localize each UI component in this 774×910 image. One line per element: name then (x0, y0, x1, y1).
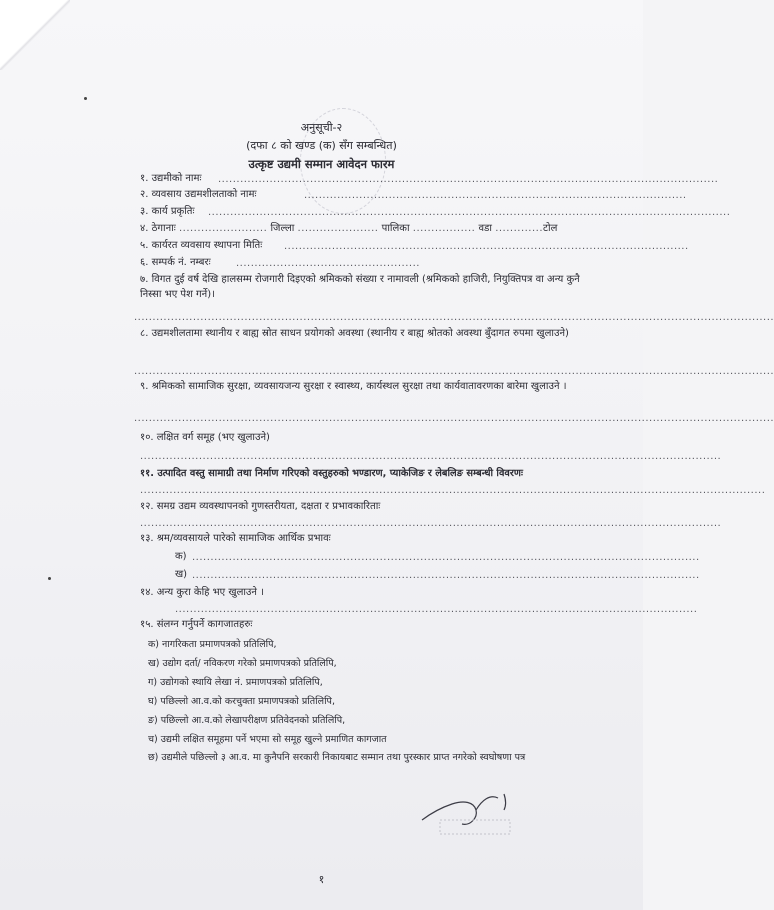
field-number: ६. (140, 257, 149, 268)
field-9 (140, 379, 586, 394)
item-marker: क) (175, 551, 187, 562)
field-number: १३. (140, 533, 154, 544)
fill-line[interactable]: ................. (412, 223, 476, 234)
signature-stamp (420, 780, 530, 840)
field-number: १५. (140, 619, 154, 630)
field-label: उद्यमीको नामः (151, 173, 202, 184)
attachment-item: ग) उद्योगको स्थायि लेखा नं. प्रमाणपत्रको प्रतिलिपि, (148, 677, 323, 688)
form-title: उत्कृष्ट उद्यमी सम्मान आवेदन फारम (248, 157, 395, 171)
field-1 (140, 172, 202, 185)
attachment-item: ङ) पछिल्लो आ.व.को लेखापरीक्षण प्रतिवेदनको प्रतिलिपि, (148, 715, 346, 726)
field-8 (140, 326, 586, 341)
field-label: उत्पादित वस्तु सामाग्री तथा निर्माण गरिएको वस्तुहरुको भण्डारण, प्याकेजिङ र लेबलिङ सम्बन्धी विवरणः (157, 468, 523, 479)
field-number: २. (140, 189, 149, 200)
field-number: ११. (140, 468, 154, 479)
fill-line[interactable]: .............................................................................................................................................. (175, 604, 698, 615)
field-2 (140, 188, 257, 201)
field-number: ९. (140, 381, 149, 392)
ward-label: वडा (478, 223, 492, 234)
fill-line[interactable]: ........................ (178, 223, 268, 234)
field-number: १२. (140, 501, 154, 512)
field-6 (140, 256, 211, 269)
field-number: ५. (140, 240, 149, 251)
field-label: सम्पर्क नं. नम्बरः (151, 257, 211, 268)
fill-line[interactable]: .......................................................................................................................................... (192, 570, 700, 581)
municipality-label: पालिका (381, 223, 410, 234)
field-number: १. (140, 173, 149, 184)
field-label: कार्यरत व्यवसाय स्थापना मितिः (151, 240, 263, 251)
fill-line[interactable]: ........................................................................................................ (304, 190, 687, 201)
scan-speck (84, 97, 87, 100)
fill-line[interactable]: .......................................................................................................................................... (192, 552, 700, 563)
fill-line[interactable]: ............. (495, 223, 544, 234)
fill-line[interactable]: .............................................................................................................................................................................. (134, 312, 774, 323)
field-label: समग्र उद्यम व्यवस्थापनको गुणस्तरीयता, दक्षता र प्रभावकारिताः (156, 501, 381, 512)
field-label: व्यवसाय उद्यमशीलताको नामः (151, 189, 257, 200)
field-label: उद्यमशीलतामा स्थानीय र बाह्य स्रोत साधन प्रयोगको अवस्था (स्थानीय र बाह्य श्रोतको अवस्था बुँदागत रुपमा खुलाउने) (151, 328, 569, 339)
impact-item-b (175, 568, 187, 581)
attachment-item: च) उद्यमी लक्षित समूहमा पर्ने भएमा सो समूह खुल्ने प्रमाणित कागजात (148, 734, 387, 745)
field-11 (140, 467, 523, 480)
field-number: ७. (140, 274, 149, 285)
field-3 (140, 205, 195, 218)
field-number: ३. (140, 206, 149, 217)
tole-label: टोल (543, 223, 558, 234)
field-label: श्रम/व्यवसायले पारेको सामाजिक आर्थिक प्रभावः (156, 533, 331, 544)
scan-speck (48, 577, 51, 580)
field-number: १४. (140, 587, 154, 598)
item-marker: ख) (175, 569, 188, 580)
page-number: १ (318, 873, 325, 886)
field-number: ४. (140, 223, 149, 234)
impact-item-a (175, 550, 187, 563)
field-4 (140, 222, 557, 235)
field-label: ठेगानाः (151, 223, 176, 234)
field-5 (140, 239, 262, 252)
attachment-item: ख) उद्योग दर्ता/ नविकरण गरेको प्रमाणपत्रको प्रतिलिपि, (148, 658, 337, 669)
field-7 (140, 272, 580, 302)
fill-line[interactable]: .............................................................................................................. (284, 241, 689, 252)
attachment-item: छ) उद्यमीले पछिल्लो ३ आ.व. मा कुनैपनि सरकारी निकायबाट सम्मान तथा पुरस्कार प्राप्त नगरेको स्वघोषणा पत्र (148, 752, 526, 763)
fill-line[interactable]: .................................................. (236, 258, 420, 269)
attachment-item: घ) पछिल्लो आ.व.को करचुक्ता प्रमाणपत्रको प्रतिलिपि, (148, 696, 335, 707)
fill-line[interactable]: .............................................................................................................................................................................. (134, 366, 774, 377)
fill-line[interactable]: ........................................................................................................................................ (218, 174, 719, 185)
field-15 (140, 618, 252, 631)
fill-line[interactable]: .............................................................................................................................................................................. (134, 413, 774, 424)
field-number: १०. (140, 432, 154, 443)
field-number: ८. (140, 328, 149, 339)
fill-line[interactable]: .............................................................................................................................................. (208, 207, 731, 218)
fill-line[interactable]: .......................................................................................................................................................................... (140, 485, 766, 496)
field-label: विगत दुई वर्ष देखि हालसम्म रोजगारी दिइएको श्रमिकको संख्या र नामावली (श्रमिकको हाजिरी, नियुक्तिपत्र वा अन्य कुनै निस्सा भए पेश गर्ने)। (140, 274, 580, 300)
schedule-title: अनुसूची-२ (300, 121, 343, 134)
field-label: लक्षित वर्ग समूह (भए खुलाउने) (156, 432, 270, 443)
field-label: कार्य प्रकृतिः (151, 206, 195, 217)
field-13 (140, 532, 331, 545)
district-label: जिल्ला (270, 223, 295, 234)
field-12 (140, 500, 380, 513)
page-corner-fold (0, 0, 70, 70)
field-label: अन्य कुरा केहि भए खुलाउने । (156, 587, 264, 598)
fill-line[interactable]: .............................................................................................................................................................. (140, 518, 722, 529)
field-14 (140, 586, 264, 599)
field-10 (140, 431, 270, 444)
field-label: श्रमिकको सामाजिक सुरक्षा, व्यवसायजन्य सुरक्षा र स्वास्थ्य, कार्यस्थल सुरक्षा तथा कार्यवातावरणका बारेमा खुलाउने । (151, 381, 567, 392)
fill-line[interactable]: ...................... (297, 223, 379, 234)
section-reference: (दफा ८ को खण्ड (क) सँग सम्बन्धित) (246, 139, 397, 152)
attachment-item: क) नागरिकता प्रमाणपत्रको प्रतिलिपि, (148, 639, 277, 650)
field-label: संलग्न गर्नुपर्ने कागजातहरुः (156, 619, 253, 630)
fill-line[interactable]: .............................................................................................................................................................. (140, 451, 722, 462)
